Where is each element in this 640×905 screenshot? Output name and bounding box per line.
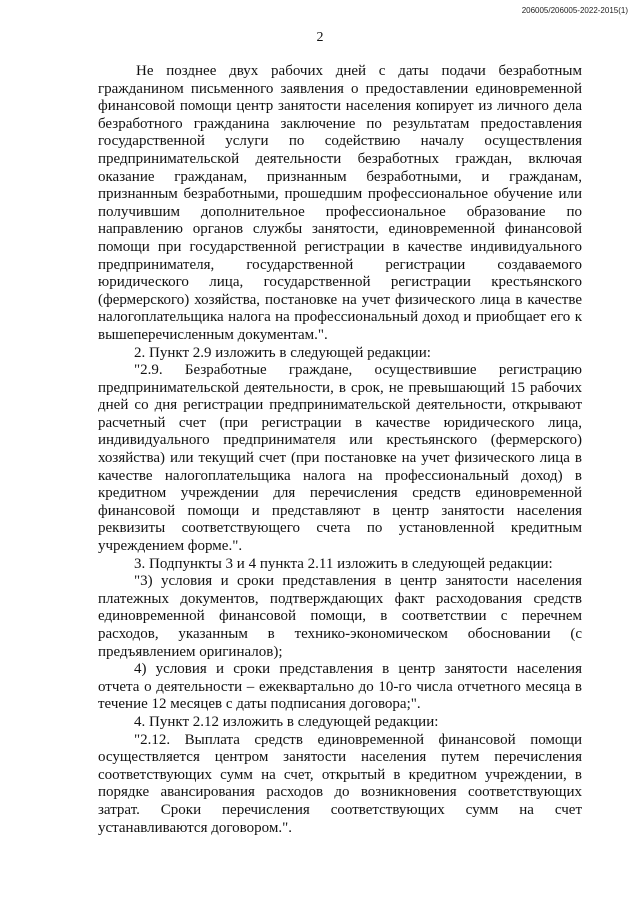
paragraph-subclause-4: 4) условия и сроки представления в центр занятости населения отчета о деятельности – ежеквартально до 10-го числа отчетного месяца в течение 12 месяцев с даты подписания договора;". — [98, 661, 582, 713]
page-number: 2 — [316, 30, 324, 45]
document-body — [98, 63, 582, 837]
paragraph-subclause-3: "3) условия и сроки представления в центр занятости населения платежных документов, подтверждающих факт расходования средств единовременной финансовой помощи, в соответствии с перечнем расходов, указанным в технико-экономическом обосновании (с предъявлением оригиналов); — [98, 573, 582, 660]
paragraph-amendment-4-intro: 4. Пункт 2.12 изложить в следующей редакции: — [134, 713, 439, 730]
paragraph-application-deadline: Не позднее двух рабочих дней с даты подачи безработным гражданином письменного заявления о предоставлении единовременной финансовой помощи центр занятости населения копирует из личного дела безработного гражданина заключение по результатам предоставления государственной услуги по содействию началу осуществления предпринимательской деятельности безработных граждан, включая оказание гражданам, признанным безработными, и гражданам, признанным безработными, прошедшим профессиональное обучение или получившим дополнительное профессиональное образование по направлению органов службы занятости, единовременной финансовой помощи при государственной регистрации в качестве индивидуального предпринимателя, государственной регистрации создаваемого юридического лица, государственной регистрации крестьянского (фермерского) хозяйства, постановке на учет физического лица в качестве налогоплательщика налога на профессиональный доход и приобщает его к вышеперечисленным документам.". — [98, 63, 582, 343]
paragraph-amendment-3-intro: 3. Подпункты 3 и 4 пункта 2.11 изложить в следующей редакции: — [134, 555, 553, 572]
document-number: 206005/206005-2022-2015(1) — [521, 6, 628, 15]
paragraph-amendment-2-intro: 2. Пункт 2.9 изложить в следующей редакции: — [134, 344, 431, 361]
paragraph-clause-2-9: "2.9. Безработные граждане, осуществившие регистрацию предпринимательской деятельности, в срок, не превышающий 15 рабочих дней со дня регистрации предпринимательской деятельности, открывают расчетный счет (при регистрации в качестве юридического лица, индивидуального предпринимателя или крестьянского (фермерского) хозяйства) или текущий счет (при постановке на учет физического лица в качестве налогоплательщика налога на профессиональный доход) в кредитном учреждении для перечисления средств единовременной финансовой помощи и представляют в центр занятости населения реквизиты соответствующего счета по установленной кредитным учреждением форме.". — [98, 362, 582, 555]
paragraph-clause-2-12: "2.12. Выплата средств единовременной финансовой помощи осуществляется центром занятости населения путем перечисления соответствующих сумм на счет, открытый в кредитном учреждении, в порядке авансирования расходов до возникновения соответствующих затрат. Сроки перечисления соответствующих сумм на счет устанавливаются договором.". — [98, 731, 582, 836]
